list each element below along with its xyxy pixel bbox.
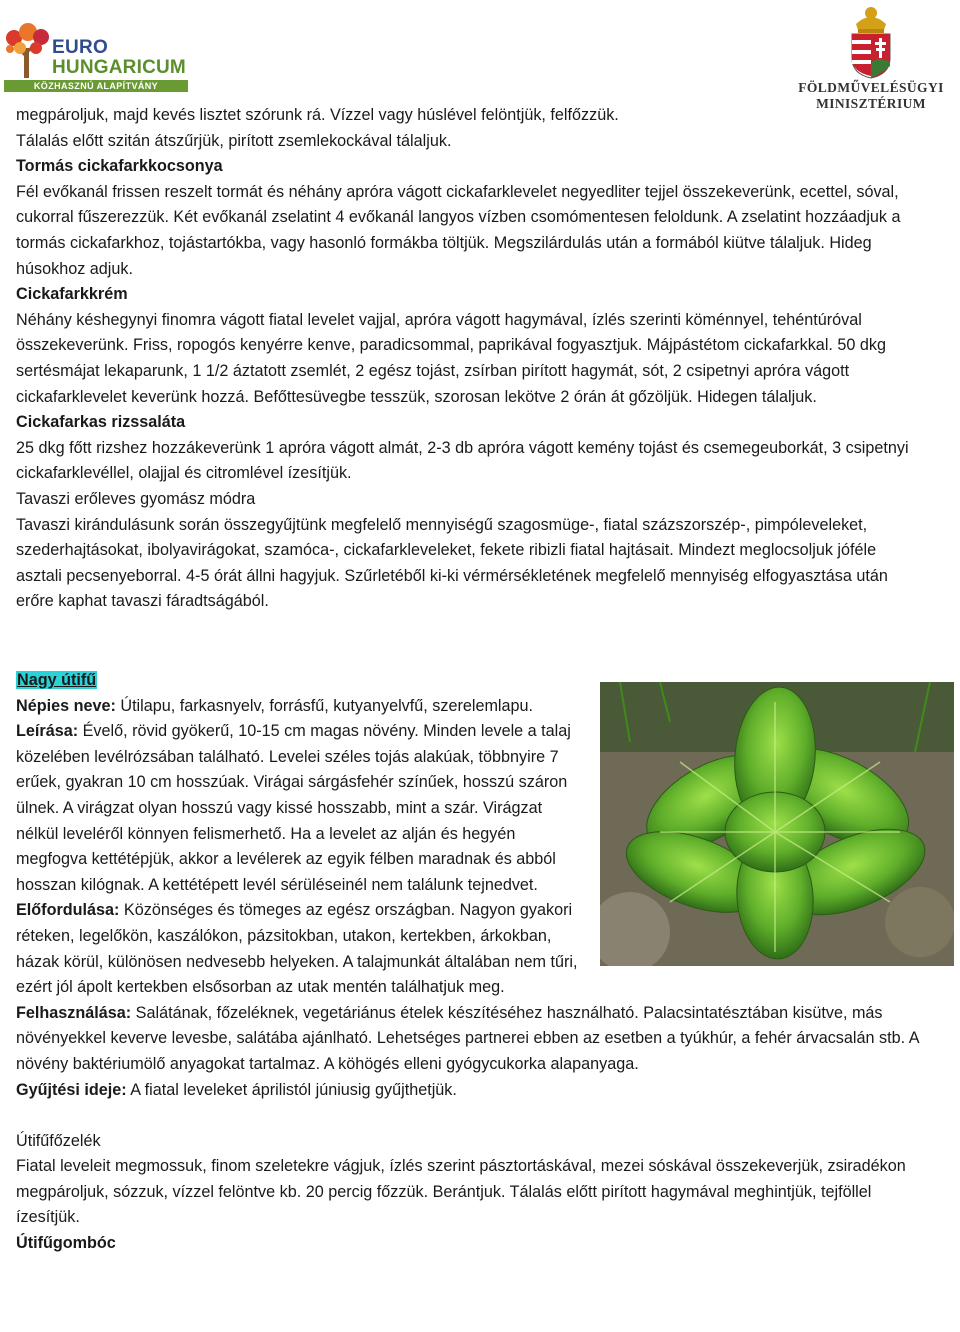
logo-euro-text: EURO	[52, 37, 109, 58]
field-value: A fiatal leveleket áprilistól júniusig gyűjthetjük.	[126, 1080, 457, 1099]
field-label: Gyűjtési ideje:	[16, 1080, 127, 1099]
plant-section	[16, 668, 926, 1257]
paragraph: Fiatal leveleit megmossuk, finom szeletekre vágjuk, ízlés szerint pásztortáskával, mezei sóskával összekeverjük, zsiradékon megpároljuk, sózzuk, vízzel felöntve kb. 20 percig főzzük. Berántjuk. Tálalás előtt pirított hagymával meghintjük, tejföllel ízesítjük.	[16, 1157, 906, 1227]
recipe-heading-fozelek: Útifűfőzelék	[16, 1131, 101, 1150]
field-label: Előfordulása:	[16, 901, 120, 920]
recipe-heading-krem: Cickafarkkrém	[16, 285, 128, 304]
logo-tagline: KÖZHASZNÚ ALAPÍTVÁNY	[33, 81, 159, 91]
plant-field-harvest	[16, 1078, 926, 1104]
paragraph: Tálalás előtt szitán átszűrjük, pirított zsemlekockával tálaljuk.	[16, 131, 452, 150]
field-label: Leírása:	[16, 722, 79, 741]
field-value: Salátának, főzeléknek, vegetáriánus ételek készítéséhez használható. Palacsintatésztában kisütve, más növényekkel keverve levesbe, salátába ajánlható. Lehetséges partnerei ebben az esetben a tyúkhúr, a fehér árvacsalán stb. A növény baktériumölő anyagokat tartalmaz. A köhögés elleni gyógycukorka alapanyaga.	[16, 1003, 919, 1073]
logo-hungaricum-text: HUNGARICUM	[52, 57, 186, 78]
recipes-section	[16, 103, 926, 615]
recipe-heading-gomboc: Útifűgombóc	[16, 1234, 116, 1253]
recipe-heading-eroleves: Tavaszi erőleves gyomász módra	[16, 489, 256, 508]
tree-icon	[4, 22, 50, 80]
ministry-line1: FÖLDMŰVELÉSÜGYI	[798, 80, 944, 95]
field-label: Népies neve:	[16, 696, 116, 715]
logo-wordmark	[52, 38, 186, 78]
coat-of-arms-icon	[796, 4, 946, 80]
field-value: Útilapu, farkasnyelv, forrásfű, kutyanyelvfű, szerelemlapu.	[115, 696, 534, 715]
field-value: Évelő, rövid gyökerű, 10-15 cm magas növény. Minden levele a talaj közelében levélrózsában található. Levelei széles tojás alakúak, többnyire 7 erűek, gyakran 10 cm hosszúak. Virágai sárgásfehér színűek, hosszú száron ülnek. A virágzat olyan hosszú vagy kissé hosszabb, mint a szár. Virágzat nélkül leveléről könnyen felismerhető. Ha a levelet az alján és hegyén megfogva kettétépjük, akkor a levélerek az egyik félben maradnak és abból hosszan kilógnak. A kettétépett levél sérüléseinél nem találunk tejnedvet.	[16, 722, 571, 894]
ministry-line2: MINISZTÉRIUM	[816, 96, 926, 111]
paragraph: megpároljuk, majd kevés lisztet szórunk rá. Vízzel vagy húslével felöntjük, felfőzzük.	[16, 106, 619, 124]
recipe-heading-tormas: Tormás cickafarkkocsonya	[16, 157, 223, 176]
euro-hungaricum-logo	[4, 22, 190, 92]
paragraph: Néhány késhegynyi finomra vágott fiatal levelet vajjal, apróra vágott hagymával, ízlés szerinti köménnyel, tehéntúróval összekeverünk. Friss, ropogós kenyérre kenve, paradicsommal, paprikával fogyasztjuk. Májpástétom cickafarkkal. 50 dkg sertésmájat lekaparunk, 1 1/2 áztatott zsemlét, 2 egész tojást, zsírban pirított hagymát, sót, 2 csipetnyi apróra vágott cickafarklevelet keverünk hozzá. Befőttesüvegbe tesszük, szorosan lekötve 2 órán át gőzöljük. Hidegen tálaljuk.	[16, 310, 887, 406]
logo-tagline-bar	[4, 80, 188, 92]
paragraph: 25 dkg főtt rizshez hozzákeverünk 1 apróra vágott almát, 2-3 db apróra vágott kemény tojást és csemegeuborkát, 3 csipetnyi cickafarklevéllel, olajjal és citromlével ízesítjük.	[16, 438, 909, 483]
field-label: Felhasználása:	[16, 1003, 132, 1022]
plant-title: Nagy útifű	[17, 671, 97, 689]
paragraph: Tavaszi kirándulásunk során összegyűjtünk megfelelő mennyiségű szagosmüge-, fiatal százszorszép-, pimpóleveleket, szederhajtásokat, ibolyavirágokat, szamóca-, cickafarkleveleket, fekete ribizli fiatal hajtásait. Mindezt meglocsoljuk jóféle asztali pecsenyeborral. 4-5 órát állni hagyjuk. Szűrletéből ki-ki vérmérsékletének megfelelő mennyiség elfogyasztása után erőre kaphat tavaszi fáradtságából.	[16, 515, 888, 611]
field-value: Közönséges és tömeges az egész országban. Nagyon gyakori réteken, legelőkön, kaszálókon, pázsitokban, utakon, kertekben, árkokban, házak körül, különösen nedvesebb helyeken. A talajmunkát általában nem tűri, ezért jól ápolt kertekben elsősorban az utak mentén találhatjuk meg.	[16, 901, 578, 997]
recipe-heading-rizssalata: Cickafarkas rizssaláta	[16, 413, 186, 432]
plant-field-usage	[16, 1001, 926, 1078]
paragraph: Fél evőkanál frissen reszelt tormát és néhány apróra vágott cickafarklevelet negyedliter tejjel összekeverünk, ecettel, sóval, cukorral fűszerezzük. Két evőkanál zselatint 4 evőkanál langyos vízben csomómentesen feloldunk. A zselatint hozzáadjuk a tormás cickafarkhoz, tojástartókba, vagy hasonló formákba töltjük. Megszilárdulás után a formából kiütve tálaljuk. Hideg húsokhoz adjuk.	[16, 182, 901, 278]
